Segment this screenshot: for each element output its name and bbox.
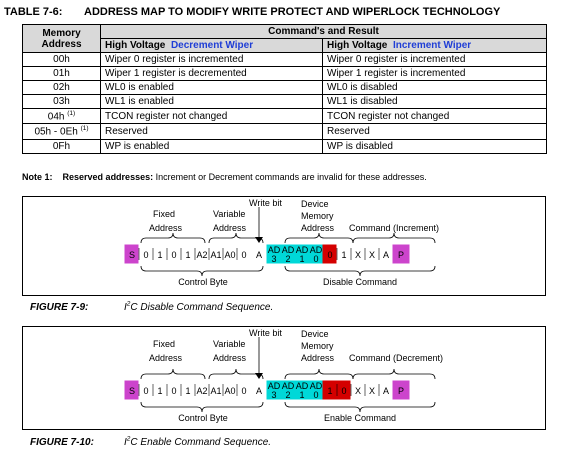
bit-label: A0 bbox=[224, 250, 236, 260]
table-note bbox=[22, 172, 427, 182]
bit-label: A bbox=[255, 250, 263, 260]
decrement-wiper-label: Decrement Wiper bbox=[170, 40, 254, 51]
table-title bbox=[4, 6, 500, 18]
hv-label: High Voltage bbox=[105, 40, 166, 51]
col-address-label: Address bbox=[41, 38, 82, 50]
addr-cell bbox=[23, 109, 101, 124]
bit-label: 2 bbox=[285, 254, 291, 264]
figure-7-9-caption bbox=[30, 301, 273, 313]
addr-cell bbox=[23, 95, 101, 109]
note-label: Note 1: bbox=[22, 172, 53, 182]
caption-text: C Disable Command Sequence. bbox=[130, 302, 274, 314]
variable-label: Variable bbox=[213, 209, 246, 219]
bit-label: A bbox=[382, 386, 390, 396]
dec-cell: Reserved bbox=[101, 124, 323, 139]
bit-label: 3 bbox=[271, 390, 277, 400]
increment-wiper-label: Increment Wiper bbox=[392, 40, 472, 51]
data-byte-brace bbox=[285, 266, 435, 276]
addr-cell bbox=[23, 81, 101, 95]
bit-label: 0 bbox=[241, 250, 247, 260]
fixed-address-label: Address bbox=[149, 223, 183, 233]
inc-cell: Reserved bbox=[323, 124, 547, 139]
address-map-table bbox=[22, 24, 547, 154]
dec-cell: WL0 is enabled bbox=[101, 81, 323, 95]
addr-cell bbox=[23, 67, 101, 81]
bit-label: A bbox=[382, 250, 390, 260]
table-title-text: ADDRESS MAP TO MODIFY WRITE PROTECT AND WIPERLOCK TECHNOLOGY bbox=[84, 6, 501, 18]
bit-label: AD bbox=[267, 245, 281, 255]
addr-value: 05h - 0Eh bbox=[34, 126, 78, 138]
bit-label: 1 bbox=[157, 250, 163, 260]
control-byte-label: Control Byte bbox=[178, 413, 228, 423]
note-text: Increment or Decrement commands are invalid for these addresses. bbox=[153, 172, 427, 182]
inc-cell: Wiper 0 register is incremented bbox=[323, 53, 547, 67]
enable-sequence-diagram bbox=[23, 327, 545, 429]
bit-label: A bbox=[255, 386, 263, 396]
command-brace bbox=[353, 369, 435, 379]
bit-label: A0 bbox=[224, 386, 236, 396]
addr-cell bbox=[23, 139, 101, 153]
bit-label: X bbox=[354, 250, 362, 260]
command-label: Command (Decrement) bbox=[349, 353, 444, 363]
bit-label: 0 bbox=[313, 390, 319, 400]
table-row bbox=[23, 124, 547, 139]
inc-cell: Wiper 1 register is incremented bbox=[323, 67, 547, 81]
addr-cell bbox=[23, 53, 101, 67]
dec-cell: Wiper 0 register is incremented bbox=[101, 53, 323, 67]
fixed-address-brace bbox=[141, 233, 205, 243]
caption-text: C Enable Command Sequence. bbox=[130, 437, 272, 449]
device-label: Device bbox=[301, 199, 329, 209]
bit-label: A1 bbox=[210, 386, 222, 396]
figure-number: FIGURE 7-10: bbox=[30, 437, 94, 449]
table-row bbox=[23, 81, 547, 95]
control-byte-brace bbox=[141, 266, 263, 276]
caption-sup: 2 bbox=[126, 301, 131, 308]
addr-value: 04h bbox=[47, 111, 65, 123]
col-memory-address bbox=[23, 25, 101, 53]
figure-disable-sequence bbox=[22, 196, 546, 296]
caption-prefix: I bbox=[124, 437, 127, 449]
dec-cell: Wiper 1 register is decremented bbox=[101, 67, 323, 81]
bit-label: 1 bbox=[185, 250, 191, 260]
bit-label: 0 bbox=[341, 386, 347, 396]
bit-label: 2 bbox=[285, 390, 291, 400]
inc-cell: WL0 is disabled bbox=[323, 81, 547, 95]
bit-label: 0 bbox=[143, 386, 149, 396]
caption-sup: 2 bbox=[126, 436, 131, 443]
bit-label: X bbox=[368, 386, 376, 396]
note-ref: (1) bbox=[80, 125, 89, 133]
caption-prefix: I bbox=[124, 302, 127, 314]
bit-label: AD bbox=[309, 245, 323, 255]
fixed-address-brace bbox=[141, 369, 205, 379]
bit-label: 0 bbox=[171, 250, 177, 260]
bit-label: AD bbox=[267, 381, 281, 391]
table-body bbox=[23, 53, 547, 154]
bit-label: S bbox=[128, 386, 136, 396]
control-byte-brace bbox=[141, 402, 263, 412]
note-bold: Reserved addresses: bbox=[62, 172, 154, 182]
bit-label: 1 bbox=[299, 390, 305, 400]
addr-value: 02h bbox=[53, 82, 70, 93]
addr-cell bbox=[23, 124, 101, 139]
figure-enable-sequence bbox=[22, 326, 546, 430]
bit-label: X bbox=[354, 386, 362, 396]
bit-label: 1 bbox=[299, 254, 305, 264]
note-ref: (1) bbox=[67, 110, 76, 117]
bit-label: 1 bbox=[157, 386, 163, 396]
bit-label: 0 bbox=[171, 386, 177, 396]
bit-label: A2 bbox=[196, 386, 208, 396]
addr-value: 00h bbox=[53, 54, 70, 65]
table-row bbox=[23, 95, 547, 109]
memory-label: Memory bbox=[301, 341, 334, 351]
bit-label: A1 bbox=[210, 250, 222, 260]
variable-address-label: Address bbox=[213, 353, 247, 363]
variable-address-label: Address bbox=[213, 223, 247, 233]
inc-cell: WL1 is disabled bbox=[323, 95, 547, 109]
bit-label: AD bbox=[281, 245, 295, 255]
write-bit-label: Write bit bbox=[249, 328, 282, 338]
device-memory-brace bbox=[285, 369, 353, 379]
dec-cell: WL1 is enabled bbox=[101, 95, 323, 109]
memory-label: Memory bbox=[301, 211, 334, 221]
dec-cell: TCON register not changed bbox=[101, 109, 323, 124]
col-decrement bbox=[101, 39, 323, 53]
address-label: Address bbox=[301, 223, 335, 233]
addr-value: 01h bbox=[53, 68, 70, 79]
bit-label: 1 bbox=[327, 386, 333, 396]
fixed-address-label: Address bbox=[149, 353, 183, 363]
bit-label: 1 bbox=[185, 386, 191, 396]
variable-address-brace bbox=[209, 233, 263, 243]
hv-label: High Voltage bbox=[327, 40, 388, 51]
bit-label: 0 bbox=[143, 250, 149, 260]
table-subheader-row bbox=[23, 39, 547, 53]
fixed-label: Fixed bbox=[153, 339, 176, 349]
addr-value: 0Fh bbox=[52, 140, 71, 152]
bit-label: S bbox=[128, 250, 136, 260]
table-row bbox=[23, 67, 547, 81]
bit-label: 0 bbox=[327, 250, 333, 260]
data-byte-brace bbox=[285, 402, 435, 412]
bit-label: AD bbox=[295, 245, 309, 255]
write-bit-arrowhead bbox=[255, 237, 263, 243]
variable-address-brace bbox=[209, 369, 263, 379]
table-row bbox=[23, 139, 547, 153]
dec-cell: WP is enabled bbox=[101, 139, 323, 153]
variable-label: Variable bbox=[213, 339, 246, 349]
figure-number: FIGURE 7-9: bbox=[30, 302, 89, 314]
bit-label: 0 bbox=[313, 254, 319, 264]
table-row bbox=[23, 109, 547, 124]
device-label: Device bbox=[301, 329, 329, 339]
table-number: TABLE 7-6: bbox=[4, 6, 63, 18]
write-bit-label: Write bit bbox=[249, 198, 282, 208]
bit-label: P bbox=[397, 386, 405, 396]
bit-label: A2 bbox=[196, 250, 208, 260]
inc-cell: TCON register not changed bbox=[323, 109, 547, 124]
bit-label: AD bbox=[281, 381, 295, 391]
command-brace bbox=[353, 233, 435, 243]
col-memory-label: Memory bbox=[42, 27, 81, 39]
bit-label: 0 bbox=[241, 386, 247, 396]
inc-cell: WP is disabled bbox=[323, 139, 547, 153]
command-name-label: Disable Command bbox=[322, 277, 398, 287]
command-label: Command (Increment) bbox=[349, 223, 440, 233]
address-label: Address bbox=[301, 353, 335, 363]
col-increment bbox=[323, 39, 547, 53]
bit-label: AD bbox=[309, 381, 323, 391]
disable-sequence-diagram bbox=[23, 197, 545, 295]
addr-value: 03h bbox=[53, 96, 70, 107]
write-bit-arrowhead bbox=[255, 373, 263, 379]
bit-label: 3 bbox=[271, 254, 277, 264]
col-command-result: Command's and Result bbox=[101, 25, 547, 39]
device-memory-brace bbox=[285, 233, 353, 243]
fixed-label: Fixed bbox=[153, 209, 176, 219]
table-row bbox=[23, 53, 547, 67]
bit-label: X bbox=[368, 250, 376, 260]
command-name-label: Enable Command bbox=[323, 413, 397, 423]
bit-label: 1 bbox=[341, 250, 347, 260]
bit-label: P bbox=[397, 250, 405, 260]
figure-7-10-caption bbox=[30, 436, 271, 448]
table-header-row bbox=[23, 25, 547, 39]
bit-label: AD bbox=[295, 381, 309, 391]
control-byte-label: Control Byte bbox=[178, 277, 228, 287]
